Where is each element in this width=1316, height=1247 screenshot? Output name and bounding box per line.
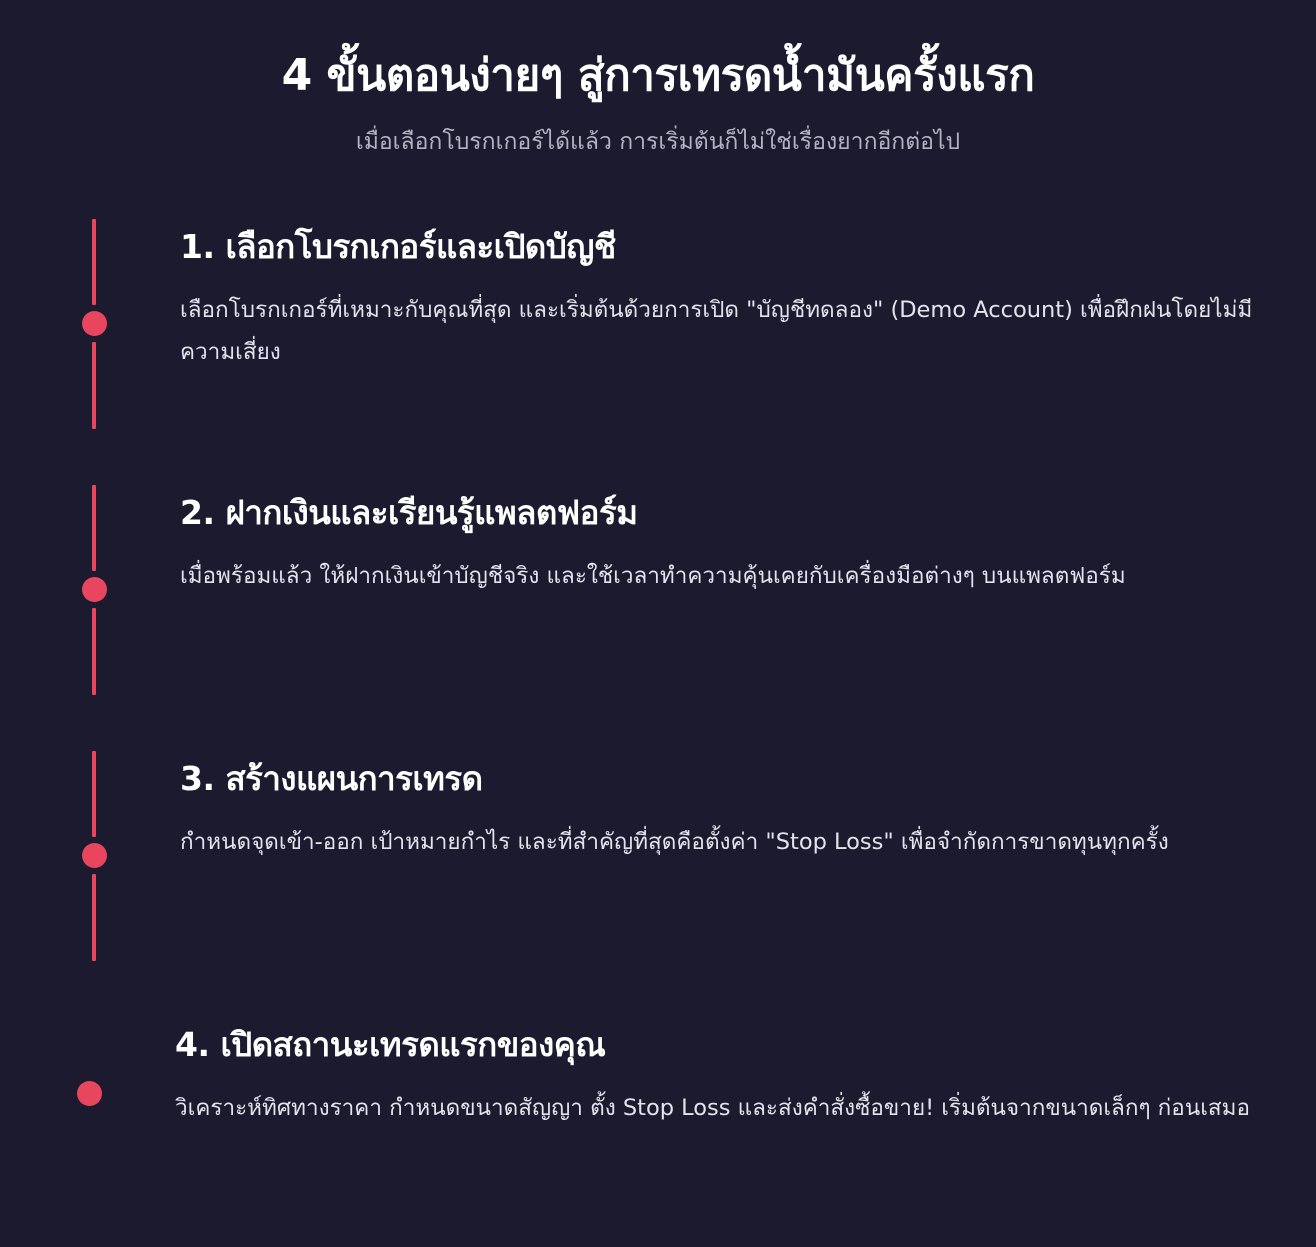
timeline-dot bbox=[82, 577, 107, 602]
step-description: เมื่อพร้อมแล้ว ให้ฝากเงินเข้าบัญชีจริง และใช้เวลาทำความคุ้นเคยกับเครื่องมือต่างๆ บนแพลตฟอร์ม bbox=[180, 563, 1126, 589]
timeline-dot bbox=[77, 1081, 102, 1106]
step-title: 2. ฝากเงินและเรียนรู้แพลตฟอร์ม bbox=[180, 493, 638, 532]
timeline-line-bottom bbox=[92, 342, 96, 429]
step-description: เลือกโบรกเกอร์ที่เหมาะกับคุณที่สุด และเริ่มต้นด้วยการเปิด "บัญชีทดลอง" (Demo Account) เพื่อฝึกฝนโดยไม่มีความเสี่ยง bbox=[180, 297, 1253, 365]
step-title: 4. เปิดสถานะเทรดแรกของคุณ bbox=[175, 1025, 606, 1064]
step-description: กำหนดจุดเข้า-ออก เป้าหมายกำไร และที่สำคัญที่สุดคือตั้งค่า "Stop Loss" เพื่อจำกัดการขาดทุนทุกครั้ง bbox=[180, 829, 1169, 855]
step-description: วิเคราะห์ทิศทางราคา กำหนดขนาดสัญญา ตั้ง Stop Loss และส่งคำสั่งซื้อขาย! เริ่มต้นจากขนาดเล็กๆ ก่อนเสมอ bbox=[175, 1095, 1250, 1121]
timeline-dot bbox=[82, 843, 107, 868]
step-title: 1. เลือกโบรกเกอร์และเปิดบัญชี bbox=[180, 227, 616, 266]
timeline-line-top bbox=[92, 219, 96, 305]
timeline-line-top bbox=[92, 485, 96, 571]
step-title: 3. สร้างแผนการเทรด bbox=[180, 759, 483, 798]
timeline-line-top bbox=[92, 751, 96, 837]
timeline-line-bottom bbox=[92, 874, 96, 961]
timeline-dot bbox=[82, 311, 107, 336]
page-subtitle: เมื่อเลือกโบรกเกอร์ได้แล้ว การเริ่มต้นก็ไม่ใช่เรื่องยากอีกต่อไป bbox=[355, 129, 961, 155]
timeline-line-bottom bbox=[92, 608, 96, 695]
page-title: 4 ขั้นตอนง่ายๆ สู่การเทรดน้ำมันครั้งแรก bbox=[281, 50, 1035, 101]
